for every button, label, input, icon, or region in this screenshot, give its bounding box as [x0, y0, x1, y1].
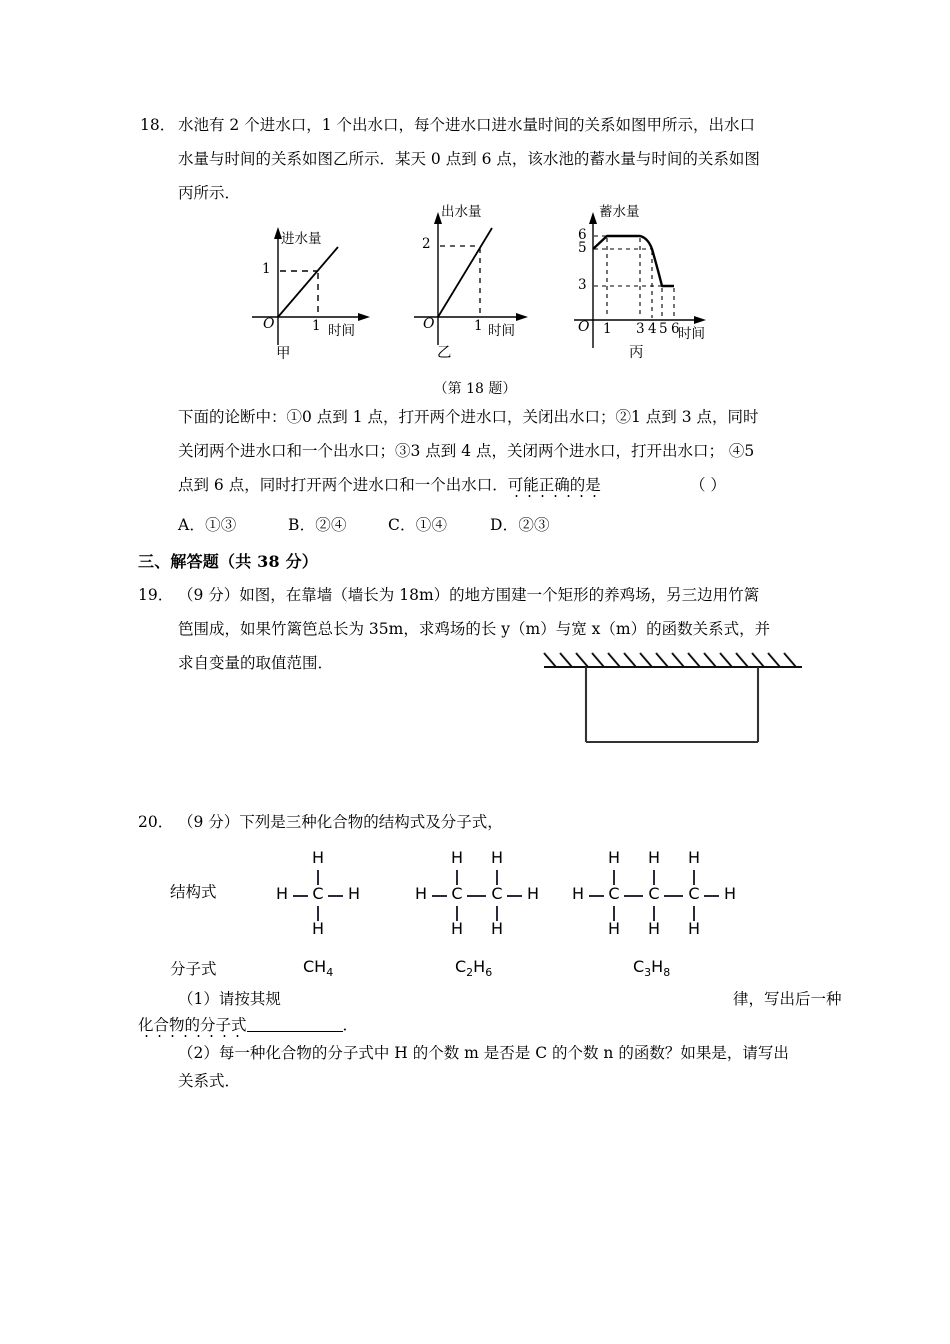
question-20-line-1: （9 分）下列是三种化合物的结构式及分子式，	[178, 813, 503, 831]
graph-jia-x-label: 时间	[328, 323, 355, 339]
option-B[interactable]	[288, 508, 347, 542]
option-D-tag: D．	[490, 516, 519, 534]
methane-h-bottom: H	[311, 919, 325, 938]
propane-formula-h: H	[651, 957, 664, 976]
structure-row-label: 结构式	[170, 883, 217, 901]
question-18-statement-line-1: 下面的论断中：①0 点到 1 点，打开两个进水口，关闭出水口；②1 点到 3 点，同时	[178, 408, 759, 426]
propane-formula	[633, 957, 670, 979]
graph-yi-name: 乙	[437, 345, 452, 361]
graph-yi	[412, 198, 547, 361]
structure-ethane	[413, 848, 553, 948]
question-20-part1-emphasis: 化合物的分子式	[138, 1016, 247, 1034]
wall-and-pen-svg	[530, 645, 820, 760]
ethane-bond-top-2	[496, 870, 498, 885]
question-19-line-3: 求自变量的取值范围．	[178, 654, 334, 672]
graph-bing-xtick-5: 5	[659, 321, 668, 337]
option-A[interactable]	[178, 508, 237, 542]
graph-yi-x-label: 时间	[488, 323, 515, 339]
graph-jia-ytick-1: 1	[262, 261, 271, 277]
ethane-h-bottom-1: H	[450, 919, 464, 938]
question-20-part2-line-1: （2）每一种化合物的分子式中 H 的个数 m 是否是 C 的个数 n 的函数？如果是，请写出	[178, 1044, 789, 1062]
propane-bond-cc-2	[664, 895, 683, 897]
question-20-part2-line-2: 关系式．	[178, 1072, 241, 1090]
ethane-bond-cc	[467, 895, 486, 897]
ethane-bond-left	[432, 895, 447, 897]
ethane-formula-h-sub: 6	[485, 966, 493, 980]
option-C-tag: C．	[388, 516, 416, 534]
ethane-formula-h: H	[473, 957, 486, 976]
graph-bing-xtick-3: 3	[636, 321, 645, 337]
methane-h-left: H	[275, 884, 289, 903]
propane-carbon-1: C	[608, 884, 620, 903]
methane-formula-sub: 4	[326, 966, 334, 980]
option-A-value: ①③	[205, 516, 237, 534]
graph-jia	[250, 205, 380, 362]
propane-formula-h-sub: 8	[663, 966, 671, 980]
methane-bond-top	[317, 870, 319, 885]
question-18-statement-tail: 点到 6 点，同时打开两个进水口和一个出水口．	[178, 476, 508, 494]
option-B-tag: B．	[288, 516, 316, 534]
ethane-formula-c-sub: 2	[466, 966, 474, 980]
option-D-value: ②③	[518, 516, 550, 534]
propane-h-top-3: H	[687, 848, 701, 867]
propane-h-left: H	[571, 884, 585, 903]
graph-bing-xtick-1: 1	[603, 321, 612, 337]
propane-h-bottom-1: H	[607, 919, 621, 938]
question-18-line-3: 丙所示．	[178, 184, 241, 202]
graph-yi-xtick-1: 1	[474, 318, 483, 334]
propane-bond-top-3	[693, 870, 695, 885]
ethane-h-right: H	[526, 884, 540, 903]
structure-methane	[268, 848, 378, 948]
ethane-bond-right	[507, 895, 522, 897]
question-20-number: 20．	[138, 813, 174, 831]
option-C[interactable]	[388, 508, 447, 542]
question-18-line-2: 水量与时间的关系如图乙所示．某天 0 点到 6 点，该水池的蓄水量与时间的关系如图	[178, 150, 760, 168]
figure-18-caption: （第 18 题）	[433, 381, 517, 397]
ethane-formula	[455, 957, 492, 979]
graph-bing-name: 丙	[629, 345, 644, 361]
methane-bond-left	[293, 895, 308, 897]
option-C-value: ①④	[415, 516, 448, 534]
propane-h-bottom-3: H	[687, 919, 701, 938]
propane-formula-c: C	[633, 957, 645, 976]
propane-h-top-2: H	[647, 848, 661, 867]
question-18-statement-line-3	[178, 468, 601, 502]
question-18-number: 18．	[140, 116, 176, 134]
graph-yi-ytick-2: 2	[422, 236, 431, 252]
methane-formula-main: CH	[303, 957, 327, 976]
ethane-carbon-2: C	[491, 884, 503, 903]
propane-bond-top-1	[613, 870, 615, 885]
propane-bond-right	[704, 895, 719, 897]
ethane-h-top-2: H	[490, 848, 504, 867]
ethane-h-bottom-2: H	[490, 919, 504, 938]
graph-yi-origin: O	[423, 316, 435, 332]
ethane-h-left: H	[414, 884, 428, 903]
methane-bond-right	[328, 895, 343, 897]
graph-bing-x-label: 时间	[678, 326, 705, 342]
graph-jia-y-label: 进水量	[281, 231, 322, 247]
graph-yi-y-label: 出水量	[441, 204, 482, 220]
question-20-part1-left: （1）请按其规	[178, 990, 281, 1008]
option-A-tag: A．	[178, 516, 206, 534]
graph-bing-origin: O	[578, 319, 590, 335]
ethane-bond-top-1	[456, 870, 458, 885]
propane-carbon-3: C	[688, 884, 700, 903]
methane-carbon: C	[312, 884, 324, 903]
question-18-emphasis: 可能正确的是	[507, 476, 601, 494]
graph-bing	[572, 198, 732, 361]
propane-h-right: H	[723, 884, 737, 903]
section-3-heading: 三、解答题（共 38 分）	[138, 552, 319, 571]
question-18-statement-line-2: 关闭两个进水口和一个出水口；③3 点到 4 点，关闭两个进水口，打开出水口； ④5	[178, 442, 755, 460]
ethane-h-top-1: H	[450, 848, 464, 867]
graph-bing-ytick-5: 5	[578, 240, 587, 256]
wall-hatching	[544, 653, 796, 667]
graph-jia-origin: O	[263, 316, 275, 332]
question-19-line-1: （9 分）如图，在靠墙（墙长为 18m）的地方围建一个矩形的养鸡场，另三边用竹篱	[178, 586, 760, 604]
ethane-formula-c: C	[455, 957, 467, 976]
propane-bond-top-2	[653, 870, 655, 885]
propane-bond-cc-1	[624, 895, 643, 897]
answer-blank-line[interactable]	[247, 1017, 343, 1032]
propane-h-top-1: H	[607, 848, 621, 867]
option-B-value: ②④	[315, 516, 347, 534]
graph-jia-xtick-1: 1	[312, 318, 321, 334]
formula-row-label: 分子式	[170, 960, 217, 978]
graph-bing-xtick-6: 6	[671, 321, 680, 337]
question-19-figure	[530, 645, 820, 760]
graph-jia-name: 甲	[276, 346, 291, 362]
propane-carbon-2: C	[648, 884, 660, 903]
methane-formula	[303, 957, 333, 979]
question-18-line-1: 水池有 2 个进水口，1 个出水口，每个进水口进水量时间的关系如图甲所示，出水口	[178, 116, 756, 134]
propane-h-bottom-2: H	[647, 919, 661, 938]
ethane-carbon-1: C	[451, 884, 463, 903]
methane-h-top: H	[311, 848, 325, 867]
question-18-answer-bracket: （ ）	[690, 476, 726, 494]
graph-bing-ytick-3: 3	[578, 277, 587, 293]
option-D[interactable]	[490, 508, 550, 542]
question-19-number: 19．	[138, 586, 174, 604]
graph-bing-y-label: 蓄水量	[599, 204, 640, 220]
propane-formula-c-sub: 3	[644, 966, 652, 980]
graph-bing-ytick-6: 6	[578, 227, 587, 243]
graph-bing-xtick-4: 4	[648, 321, 657, 337]
question-19-line-2: 笆围成，如果竹篱笆总长为 35m，求鸡场的长 y（m）与宽 x（m）的函数关系式，并	[178, 620, 771, 638]
propane-bond-left	[589, 895, 604, 897]
methane-h-right: H	[347, 884, 361, 903]
structure-propane	[571, 848, 750, 948]
question-20-part1-period: ．	[342, 1016, 359, 1034]
question-20-part1-right: 律，写出后一种	[733, 990, 842, 1008]
